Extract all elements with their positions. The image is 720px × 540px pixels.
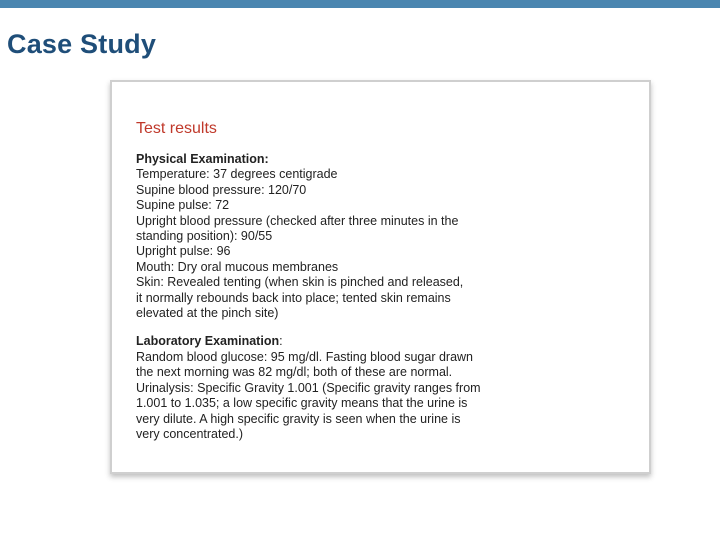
card-content: [136, 120, 636, 442]
laboratory-line: 1.001 to 1.035; a low specific gravity means that the urine is: [136, 396, 468, 411]
section-spacer: [136, 321, 636, 334]
laboratory-heading-text: Laboratory Examination: [136, 334, 280, 349]
physical-line: it normally rebounds back into place; tented skin remains: [136, 290, 451, 305]
physical-line: Supine pulse: 72: [136, 198, 230, 213]
physical-line: Upright pulse: 96: [136, 244, 231, 259]
physical-line: elevated at the pinch site): [136, 306, 279, 321]
physical-line: Temperature: 37 degrees centigrade: [136, 167, 338, 182]
physical-examination-section: [136, 152, 636, 321]
laboratory-examination-section: [136, 334, 636, 442]
laboratory-line: very concentrated.): [136, 426, 243, 441]
laboratory-examination-heading: [136, 334, 636, 349]
laboratory-line: Random blood glucose: 95 mg/dl. Fasting blood sugar drawn: [136, 349, 474, 364]
test-results-card: [110, 80, 651, 474]
physical-line: Upright blood pressure (checked after three minutes in the: [136, 213, 459, 228]
laboratory-line: Urinalysis: Specific Gravity 1.001 (Specific gravity ranges from: [136, 380, 481, 395]
top-accent-bar: [0, 0, 720, 8]
physical-line: Skin: Revealed tenting (when skin is pinched and released,: [136, 275, 464, 290]
physical-examination-heading: Physical Examination:: [136, 152, 269, 166]
slide-title: Case Study: [7, 29, 157, 59]
physical-line: Supine blood pressure: 120/70: [136, 182, 307, 197]
physical-line: Mouth: Dry oral mucous membranes: [136, 259, 339, 274]
laboratory-heading-colon: :: [279, 334, 283, 349]
physical-line: standing position): 90/55: [136, 229, 273, 244]
laboratory-line: very dilute. A high specific gravity is seen when the urine is: [136, 411, 461, 426]
card-heading: Test results: [136, 120, 217, 137]
laboratory-line: the next morning was 82 mg/dl; both of these are normal.: [136, 365, 453, 380]
